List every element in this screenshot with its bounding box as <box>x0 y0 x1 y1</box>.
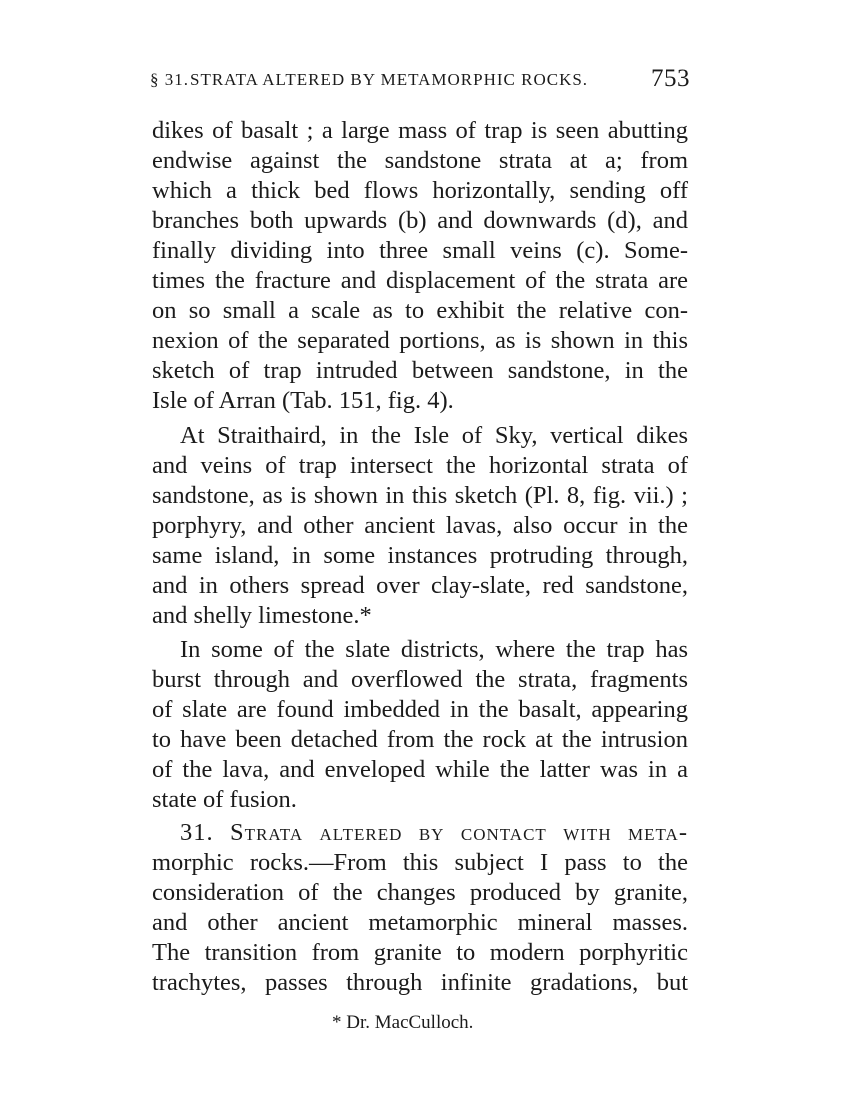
running-header <box>150 62 690 96</box>
text-line: of the lava, and enveloped while the latter was in a <box>152 756 688 783</box>
text-line: on so small a scale as to exhibit the relative con- <box>152 297 688 324</box>
paragraph-first-line: In some of the slate districts, where the trap has <box>180 636 688 663</box>
text-line: consideration of the changes produced by granite, <box>152 879 688 906</box>
text-line: and veins of trap intersect the horizontal strata of <box>152 452 688 479</box>
page-number: 753 <box>651 65 690 92</box>
section-heading-line: 31. Strata altered by contact with meta- <box>180 819 688 846</box>
text-line: and other ancient metamorphic mineral masses. <box>152 909 688 936</box>
text-line: branches both upwards (b) and downwards (d), and <box>152 207 688 234</box>
text-line: dikes of basalt ; a large mass of trap is seen abutting <box>152 117 688 144</box>
text-line: Isle of Arran (Tab. 151, fig. 4). <box>152 387 454 414</box>
running-title: STRATA ALTERED BY METAMORPHIC ROCKS. <box>190 70 589 89</box>
text-line: times the fracture and displacement of the strata are <box>152 267 688 294</box>
text-line: finally dividing into three small veins (c). Some- <box>152 237 688 264</box>
text-line: state of fusion. <box>152 786 297 813</box>
paragraph-first-line: At Straithaird, in the Isle of Sky, vertical dikes <box>180 422 688 449</box>
text-line: endwise against the sandstone strata at a; from <box>152 147 688 174</box>
section-heading-continuation: morphic rocks.—From this subject I pass to the <box>152 849 688 876</box>
text-line: to have been detached from the rock at the intrusion <box>152 726 688 753</box>
footnote: * Dr. MacCulloch. <box>332 1012 474 1033</box>
text-line: porphyry, and other ancient lavas, also occur in the <box>152 512 688 539</box>
text-line: which a thick bed flows horizontally, sending off <box>152 177 688 204</box>
text-line: and shelly limestone.* <box>152 602 372 629</box>
text-line: nexion of the separated portions, as is shown in this <box>152 327 688 354</box>
text-line: of slate are found imbedded in the basalt, appearing <box>152 696 688 723</box>
text-line: trachytes, passes through infinite gradations, but <box>152 969 688 996</box>
text-line: and in others spread over clay-slate, red sandstone, <box>152 572 688 599</box>
text-line: sandstone, as is shown in this sketch (Pl. 8, fig. vii.) ; <box>152 482 688 509</box>
section-mark: § 31. <box>150 70 189 89</box>
text-line: burst through and overflowed the strata, fragments <box>152 666 688 693</box>
text-line: The transition from granite to modern porphyritic <box>152 939 688 966</box>
text-line: same island, in some instances protruding through, <box>152 542 688 569</box>
text-line: sketch of trap intruded between sandstone, in the <box>152 357 688 384</box>
